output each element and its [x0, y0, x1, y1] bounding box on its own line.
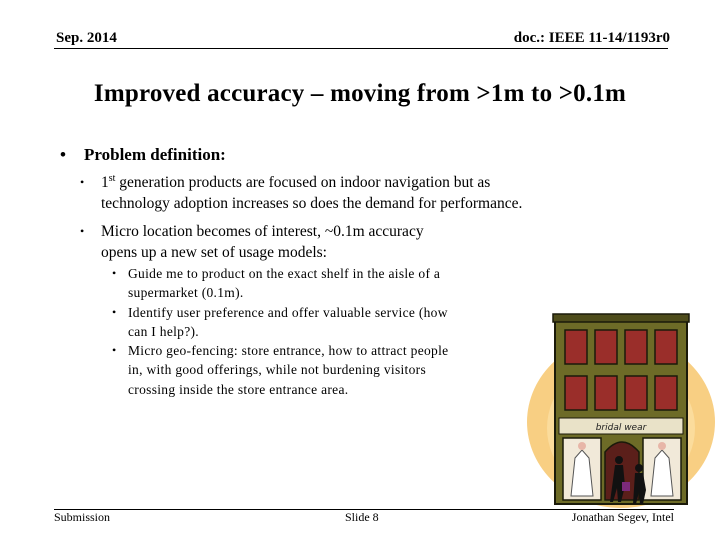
window-upper	[655, 330, 677, 364]
slide-title: Improved accuracy – moving from >1m to >0.1m	[93, 80, 627, 107]
usage-model-item	[112, 341, 528, 399]
mannequin-head	[578, 442, 586, 450]
bullet-dot-icon: •	[80, 175, 85, 189]
superscript: st	[108, 172, 116, 184]
window-upper	[565, 376, 587, 410]
usage-model-line: Identify user preference and offer valuable service (how	[128, 305, 448, 320]
bullet-dot-icon: •	[80, 224, 85, 238]
mannequin-head	[658, 442, 666, 450]
bullet-dot-icon: •	[60, 145, 66, 164]
bridal-store-illustration	[525, 310, 717, 510]
usage-model-line: supermarket (0.1m).	[128, 285, 244, 301]
shopper-head	[615, 456, 623, 464]
sub-bullet-micro-location	[80, 221, 521, 263]
usage-model-line: Guide me to product on the exact shelf in the aisle of a	[128, 266, 441, 281]
header-doc-id: doc.: IEEE 11-14/1193r0	[513, 30, 670, 46]
sub-bullet-line: technology adoption increases so does the demand for performance.	[101, 195, 523, 212]
bullet-dot-icon: •	[112, 266, 117, 280]
usage-model-line: Micro geo-fencing: store entrance, how to attract people	[128, 343, 449, 358]
text-run: generation products are focused on indoor navigation but as	[115, 174, 491, 191]
shopper-head	[635, 464, 643, 472]
sub-bullet-line: opens up a new set of usage models:	[101, 244, 327, 261]
window-upper	[625, 330, 647, 364]
window-upper	[565, 330, 587, 364]
window-upper	[595, 330, 617, 364]
roof-cornice	[553, 314, 689, 322]
header-date: Sep. 2014	[56, 30, 117, 46]
usage-model-line: can I help?).	[128, 324, 199, 340]
usage-model-line: in, with good offerings, while not burdening visitors	[128, 362, 427, 378]
footer-slide-number: Slide 8	[345, 510, 379, 524]
shopping-bag	[622, 482, 630, 491]
bullet-dot-icon: •	[112, 305, 117, 319]
window-upper	[595, 376, 617, 410]
bullet-text: Problem definition:	[84, 145, 226, 164]
usage-model-item	[112, 303, 528, 342]
footer-author: Jonathan Segev, Intel	[571, 510, 674, 524]
window-upper	[655, 376, 677, 410]
window-upper	[625, 376, 647, 410]
footer-submission: Submission	[54, 510, 111, 524]
store-sign-text: bridal wear	[595, 423, 647, 433]
sub-bullet-generation	[80, 172, 661, 214]
sub-bullet-line	[101, 172, 661, 193]
header-divider	[54, 48, 668, 49]
sub-bullet-line: Micro location becomes of interest, ~0.1m accuracy	[101, 223, 424, 240]
usage-model-line: crossing inside the store entrance area.	[128, 381, 349, 397]
bullet-dot-icon: •	[112, 343, 117, 357]
usage-model-item	[112, 264, 528, 303]
text-run: 1	[101, 174, 109, 191]
